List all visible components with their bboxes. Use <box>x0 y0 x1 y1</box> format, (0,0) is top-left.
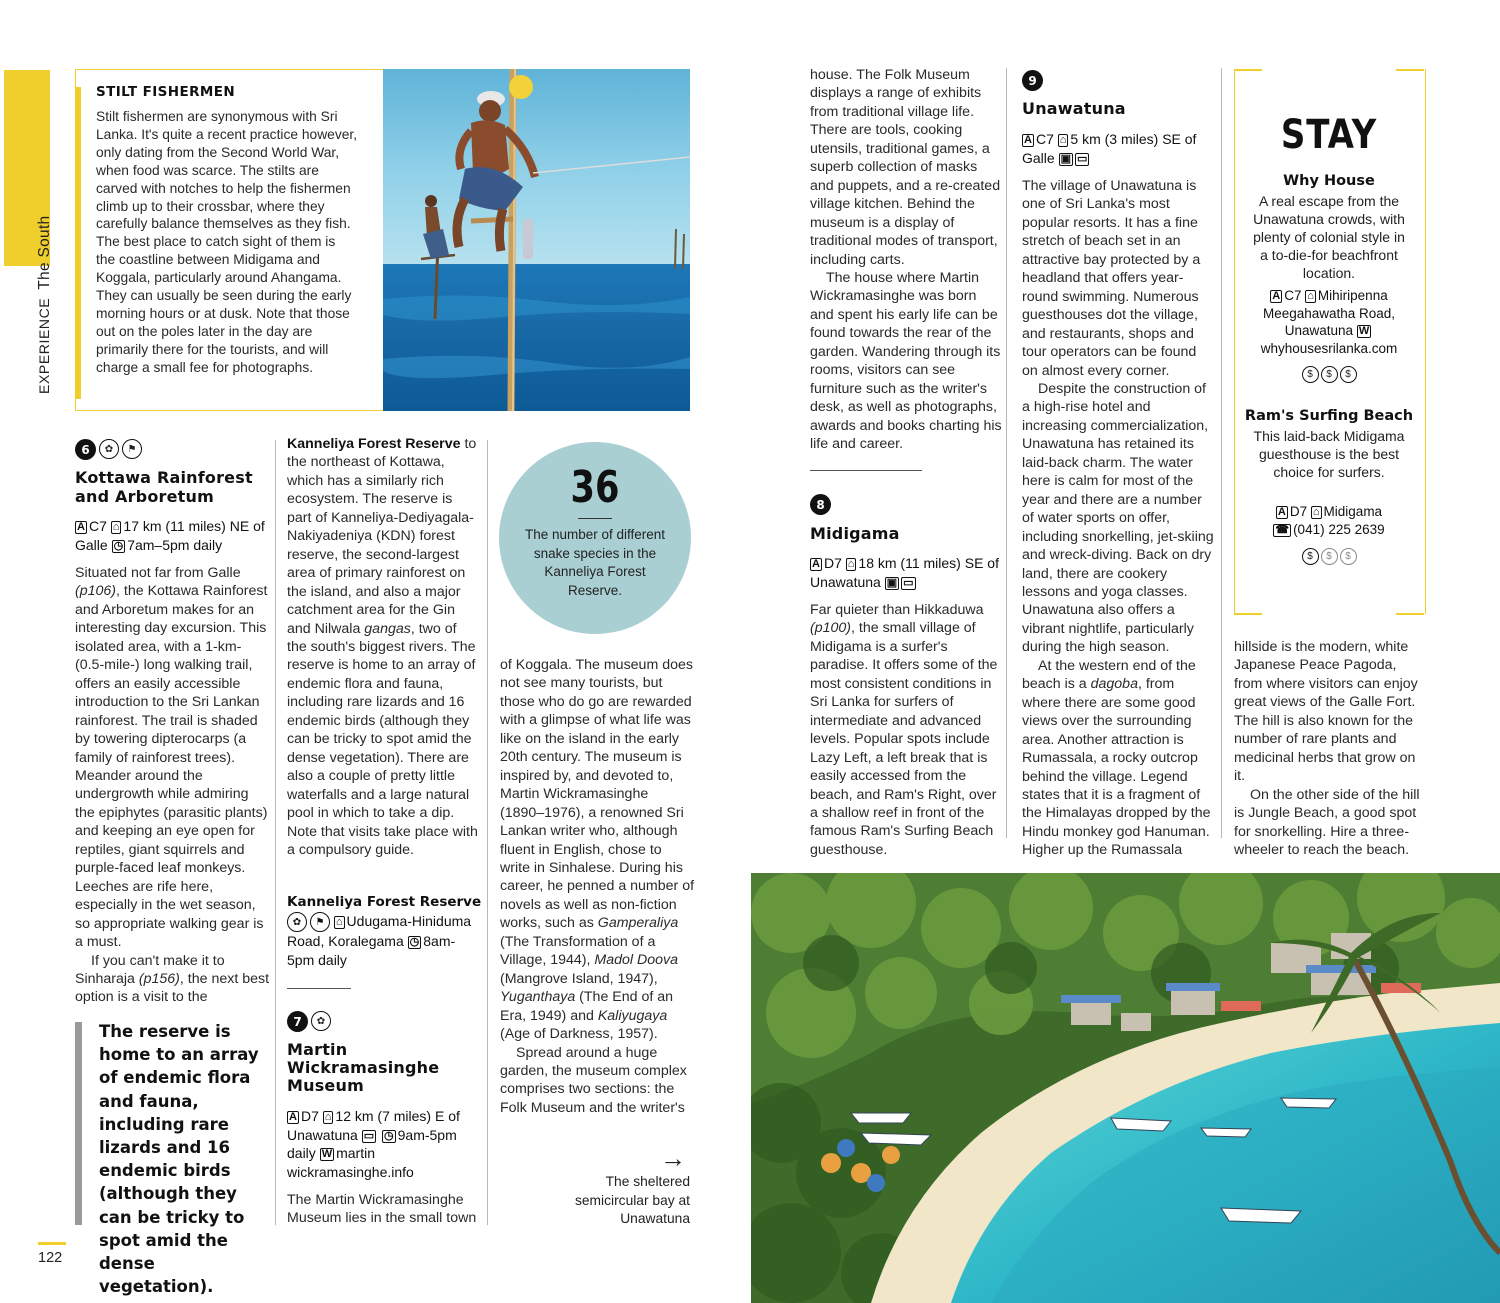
clock-icon: ◷ <box>409 936 420 948</box>
museum-text-cont: house. The Folk Museum displays a range of exhibits from traditional village life. There are tools, cooking utensils, traditional games, a superb collection of masks and puppets, and a re-created village kitchen. Behind the museum is a display of traditional modes of transport, including carts. The house where Martin Wickramasinghe was born and spent his early life can be found towards the rear of the garden. Wandering through its rooms, visitors can see furniture such as the writer's desk, as well as photographs, awards and books charting his life and career. <box>810 67 1002 453</box>
stay-hotel-2-name: Ram's Surfing Beach <box>1244 408 1414 424</box>
entry-6-title: Kottawa Rainforest and Arboretum <box>75 468 253 506</box>
web-icon: W <box>321 1148 333 1160</box>
kanneliya-info: Kanneliya Forest Reserve ✿ ⚑ ⌂ Udugama-Hiniduma Road, Koralegama ◷ 8am-5pm daily <box>287 894 482 968</box>
stay-hotel-2-info: A D7 ⌂ Midigama ☎ (041) 225 2639 <box>1275 504 1385 537</box>
price-rating: $ $ $ <box>1234 365 1424 383</box>
unawatuna-beach-photo <box>751 873 1500 1303</box>
location-icon: ⌂ <box>1307 290 1314 302</box>
photo-caption: The sheltered semicircular bay at Unawatuna <box>574 1174 690 1227</box>
entry-6-header <box>75 439 142 460</box>
entry-8-info: A D7 ⌂ 18 km (11 miles) SE of Unawatuna ▣ ▭ <box>810 555 999 590</box>
stay-hotel-1-info: A C7 ⌂ Mihiripenna Meegahawatha Road, Unawatuna Wwhyhousesrilanka.com <box>1260 288 1398 356</box>
walking-icon: ✿ <box>287 912 307 932</box>
page-number-underline <box>38 1242 66 1245</box>
location-icon: ⌂ <box>1059 134 1067 146</box>
train-icon: ▣ <box>1060 153 1071 165</box>
location-icon: ⌂ <box>335 916 343 928</box>
pull-quote-bar <box>75 1022 82 1225</box>
location-icon: ⌂ <box>112 521 120 533</box>
stay-corner <box>1234 613 1262 615</box>
entry-9-info: A C7 ⌂ 5 km (3 miles) SE of Galle ▣ ▭ <box>1022 131 1197 166</box>
kanneliya-text: Kanneliya Forest Reserve to the northeast of Kottawa, which has a similarly rich ecosystem. The reserve is part of Kanneliya-Dediyagala-Nakiyadeniya (KDN) forest reserve, the second-largest area of primary rainforest on the island, and also a major catchment area for the Gin and Nilwala gangas, two of the south's biggest rivers. The reserve is home to an array of endemic flora and fauna, including rare lizards and 16 endemic birds (although they can be tricky to spot amid the dense vegetation). There are also a couple of pretty little waterfalls and a large natural pool in which to take a dip. Note that visits take place with a compulsory guide. <box>287 436 478 858</box>
stay-hotel-1-name: Why House <box>1283 173 1375 189</box>
sidebar-title: STILT FISHERMEN <box>96 84 236 100</box>
entry-7-header <box>287 1011 331 1032</box>
bus-icon: ▭ <box>1076 153 1088 165</box>
entry-9-header <box>1022 70 1043 91</box>
web-icon: W <box>1358 325 1370 337</box>
map-icon: A <box>1277 506 1286 518</box>
unawatuna-text-cont: hillside is the modern, white Japanese Peace Pagoda, from where visitors can enjoy great views of the Galle Fort. The hill is also known for the number of rare plants and medicinal herbs that grow on it. On the other side of the hill is Jungle Beach, a good spot for snorkelling. Hire a three-wheeler to reach the beach. <box>1234 639 1420 858</box>
map-icon: A <box>1272 290 1281 302</box>
bus-icon: ▭ <box>903 577 914 589</box>
section-label: EXPERIENCEThe South <box>36 215 53 394</box>
entry-6-info: A C7 ⌂ 17 km (11 miles) NE of Galle ◷ 7am–5pm daily <box>75 518 265 553</box>
entry-6-text: Situated not far from Galle (p106), the Kottawa Rainforest and Arboretum makes for an interesting day excursion. This isolated area, with a 1-km- (0.5-mile-) long walking trail, offers an easily accessible introduction to the Sri Lankan rainforest. The trail is shaded by towering dipterocarps (a family of rainforest trees). Meander around the undergrowth while admiring the epiphytes (parasitic plants) and keeping an eye open for reptiles, giant squirrels and purple-faced leaf monkeys. Leeches are rife here, especially in the wet season, so appropriate walking gear is a must. If you can't make it to Sinharaja (p156), the next best option is a visit to the <box>75 565 270 1006</box>
map-icon: A <box>289 1111 297 1123</box>
stat-number: 36 <box>570 462 620 513</box>
map-icon: A <box>812 558 820 570</box>
clock-icon: ◷ <box>384 1129 394 1142</box>
stay-hotel-2-desc: This laid-back Midigama guesthouse is the best choice for surfers. <box>1253 428 1405 480</box>
entry-8-header <box>810 494 831 515</box>
sidebar-text: Stilt fishermen are synonymous with Sri Lanka. It's quite a recent practice however, only dating from the Second World War, when food was scarce. The stilts are carved with notches to help the fishermen climb up to their crossbar, where they carefully balance themselves as they fish. The best place to catch sight of them is the coastline between Midigama and Koggala, particularly around Ahangama. They can usually be seen during the early morning hours or at dusk. Note that those out on the poles later in the day are primarily there for the tourists, and will charge a small fee for photographs. <box>96 109 358 375</box>
map-icon: A <box>1024 134 1032 146</box>
stay-corner <box>1396 613 1424 615</box>
hiking-icon: ⚑ <box>310 912 330 932</box>
walking-icon: ✿ <box>311 1011 331 1031</box>
clock-icon: ◷ <box>113 540 124 552</box>
column-rule <box>1006 68 1007 838</box>
divider <box>810 470 922 471</box>
stilt-fisherman-photo <box>383 69 690 411</box>
stat-caption: The number of different snake species in the Kanneliya Forest Reserve. <box>524 527 666 598</box>
page-number: 122 <box>38 1250 63 1266</box>
location-icon: ⌂ <box>324 1111 332 1123</box>
arrow-icon: → <box>660 1143 686 1173</box>
entry-9-text: The village of Unawatuna is one of Sri Lanka's most popular resorts. It has a fine stretch of beach set in an attractive bay protected by a headland that offers year-round swimming. Numerous guesthouses dot the village, and restaurants, shops and tour operators can be found on almost every corner. Despite the construction of a high-rise hotel and increasing commercialization, Unawatuna has retained its laid-back charm. The water here is calm for most of the year and there are a number of water sports on offer, including snorkelling, jet-skiing and wreck-diving. Back on dry land, there are cookery lessons and yoga classes. Unawatuna also offers a vibrant nightlife, particularly during the high season. At the western end of the beach is a dagoba, from where there are some good views over the surrounding area. Another attraction is Rumassala, a rocky outcrop behind the village. Legend states that it is a fragment of the Himalayas dropped by the Hindu monkey god Hanuman. Higher up the Rumassala <box>1022 178 1214 859</box>
pull-quote: The reserve is home to an array of endemic flora and fauna, including rare lizards and 16 endemic birds (although they can be tricky to spot amid the dense vegetation). <box>99 1022 259 1297</box>
museum-text: of Koggala. The museum does not see many tourists, but those who do go are rewarded with a glimpse of what life was like on the island in the early 20th century. The museum is inspired by, and devoted to, Martin Wickramasinghe (1890–1976), a renowned Sri Lankan writer who, although fluent in English, chose to write in Sinhalese. During his career, he penned a number of novels as well as non-fiction works, such as Gamperaliya (The Transformation of a Village, 1944), Madol Doova (Mangrove Island, 1947), Yuganthaya (The End of an Era, 1949) and Kaliyugaya (Age of Darkness, 1957). Spread around a huge garden, the museum complex comprises two sections: the Folk Museum and the writer's <box>500 657 695 1116</box>
column-rule <box>275 440 276 1225</box>
phone-icon: ☎ <box>1275 523 1290 536</box>
walking-icon: ✿ <box>99 439 119 459</box>
entry-number: 8 <box>810 494 831 515</box>
entry-number: 7 <box>287 1011 308 1032</box>
entry-number: 9 <box>1022 70 1043 91</box>
map-icon: A <box>77 521 85 533</box>
bus-icon: ▭ <box>363 1129 375 1142</box>
entry-7-title: Martin Wickramasinghe Museum <box>287 1040 440 1095</box>
entry-7-text: The Martin Wickramasinghe Museum lies in the small town <box>287 1192 477 1227</box>
entry-8-text: Far quieter than Hikkaduwa (p100), the small village of Midigama is a surfer's paradise. It offers some of the most consistent conditions in Sri Lanka for surfers of intermediate and advanced levels. Popular spots include Lazy Left, a left break that is easily accessed from the beach, and Ram's Right, over a shallow reef in front of the famous Ram's Surfing Beach guesthouse. <box>810 602 998 858</box>
entry-7-info: A D7 ⌂ 12 km (7 miles) E of Unawatuna ▭ ◷ 9am-5pm daily W martin wickramasinghe.info <box>287 1108 460 1180</box>
entry-number: 6 <box>75 439 96 460</box>
column-rule <box>487 440 488 1225</box>
stay-title: STAY <box>1280 112 1378 158</box>
entry-8-title: Midigama <box>810 524 900 543</box>
sidebar-box-accent <box>75 87 81 399</box>
stay-corner <box>1396 69 1424 71</box>
stat-rule <box>578 518 612 519</box>
location-icon: ⌂ <box>1312 506 1320 518</box>
location-icon: ⌂ <box>847 558 855 570</box>
hiking-icon: ⚑ <box>122 439 142 459</box>
column-rule <box>1221 68 1222 838</box>
stay-hotel-1-desc: A real escape from the Unawatuna crowds, with plenty of colonial style in a to-die-for beachfront location. <box>1253 193 1405 281</box>
price-rating: $ $ $ <box>1234 547 1424 565</box>
entry-9-title: Unawatuna <box>1022 99 1126 118</box>
stay-corner <box>1234 69 1262 71</box>
divider <box>287 988 351 989</box>
train-icon: ▣ <box>886 577 898 589</box>
